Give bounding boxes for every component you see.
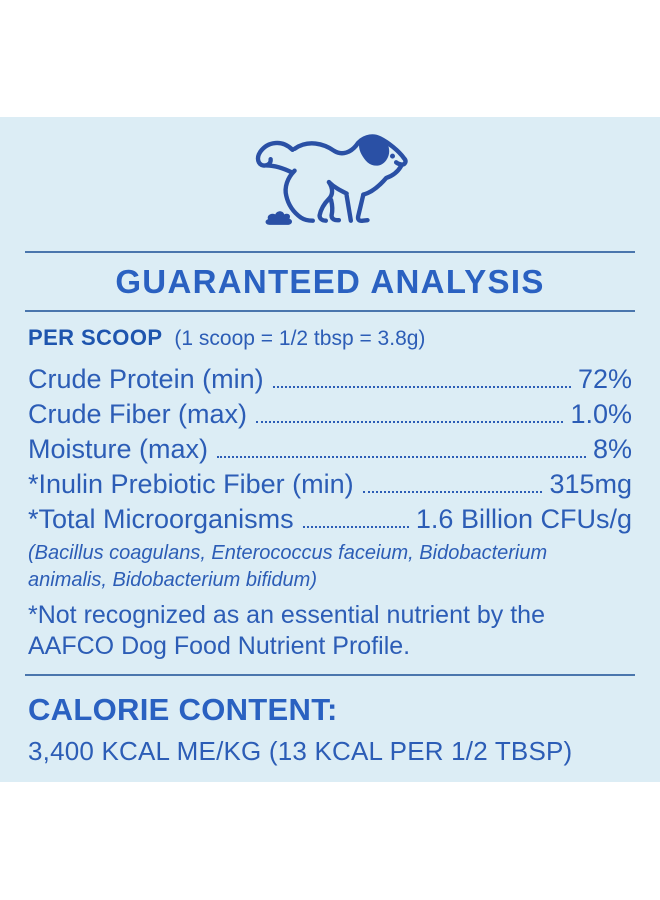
dotted-leader: [303, 526, 409, 528]
calorie-content-heading: CALORIE CONTENT:: [28, 692, 338, 727]
dog-eye: [390, 154, 395, 159]
row-value: 1.0%: [570, 399, 632, 429]
dotted-leader: [256, 421, 563, 423]
analysis-row-total-microorganisms: [28, 502, 632, 537]
row-label: *Total Microorganisms: [28, 504, 294, 534]
dotted-leader: [273, 386, 571, 388]
row-value: 72%: [577, 364, 632, 394]
guaranteed-analysis-panel: [0, 117, 660, 782]
dog-pooping-icon: [250, 129, 410, 234]
analysis-row-crude-fiber: [28, 397, 632, 432]
row-label: *Inulin Prebiotic Fiber (min): [28, 469, 354, 499]
row-label: Crude Fiber (max): [28, 399, 248, 429]
per-scoop-row: [28, 325, 632, 352]
poop-icon: [266, 211, 292, 225]
analysis-row-moisture: [28, 432, 632, 467]
analysis-row-crude-protein: [28, 362, 632, 397]
divider-top: [25, 251, 635, 253]
aafco-footnote: *Not recognized as an essential nutrient by the AAFCO Dog Food Nutrient Profile.: [28, 601, 545, 660]
row-value: 1.6 Billion CFUs/g: [415, 504, 632, 534]
analysis-rows: [28, 362, 632, 537]
divider-calorie: [25, 674, 635, 676]
per-scoop-label: PER SCOOP: [28, 325, 163, 350]
row-value: 315mg: [549, 469, 632, 499]
per-scoop-note: (1 scoop = 1/2 tbsp = 3.8g): [174, 327, 426, 350]
divider-under-title: [25, 310, 635, 312]
analysis-row-inulin-prebiotic-fiber: [28, 467, 632, 502]
row-value: 8%: [592, 434, 632, 464]
dotted-leader: [363, 491, 543, 493]
page-title: GUARANTEED ANALYSIS: [115, 263, 545, 300]
microorganisms-species-note: (Bacillus coagulans, Enterococcus faceium, Bidobacterium animalis, Bidobacterium bifidum): [28, 542, 548, 591]
row-label: Moisture (max): [28, 434, 209, 464]
dotted-leader: [217, 456, 586, 458]
row-label: Crude Protein (min): [28, 364, 264, 394]
calorie-content-value: 3,400 KCAL ME/KG (13 KCAL PER 1/2 TBSP): [28, 736, 573, 766]
